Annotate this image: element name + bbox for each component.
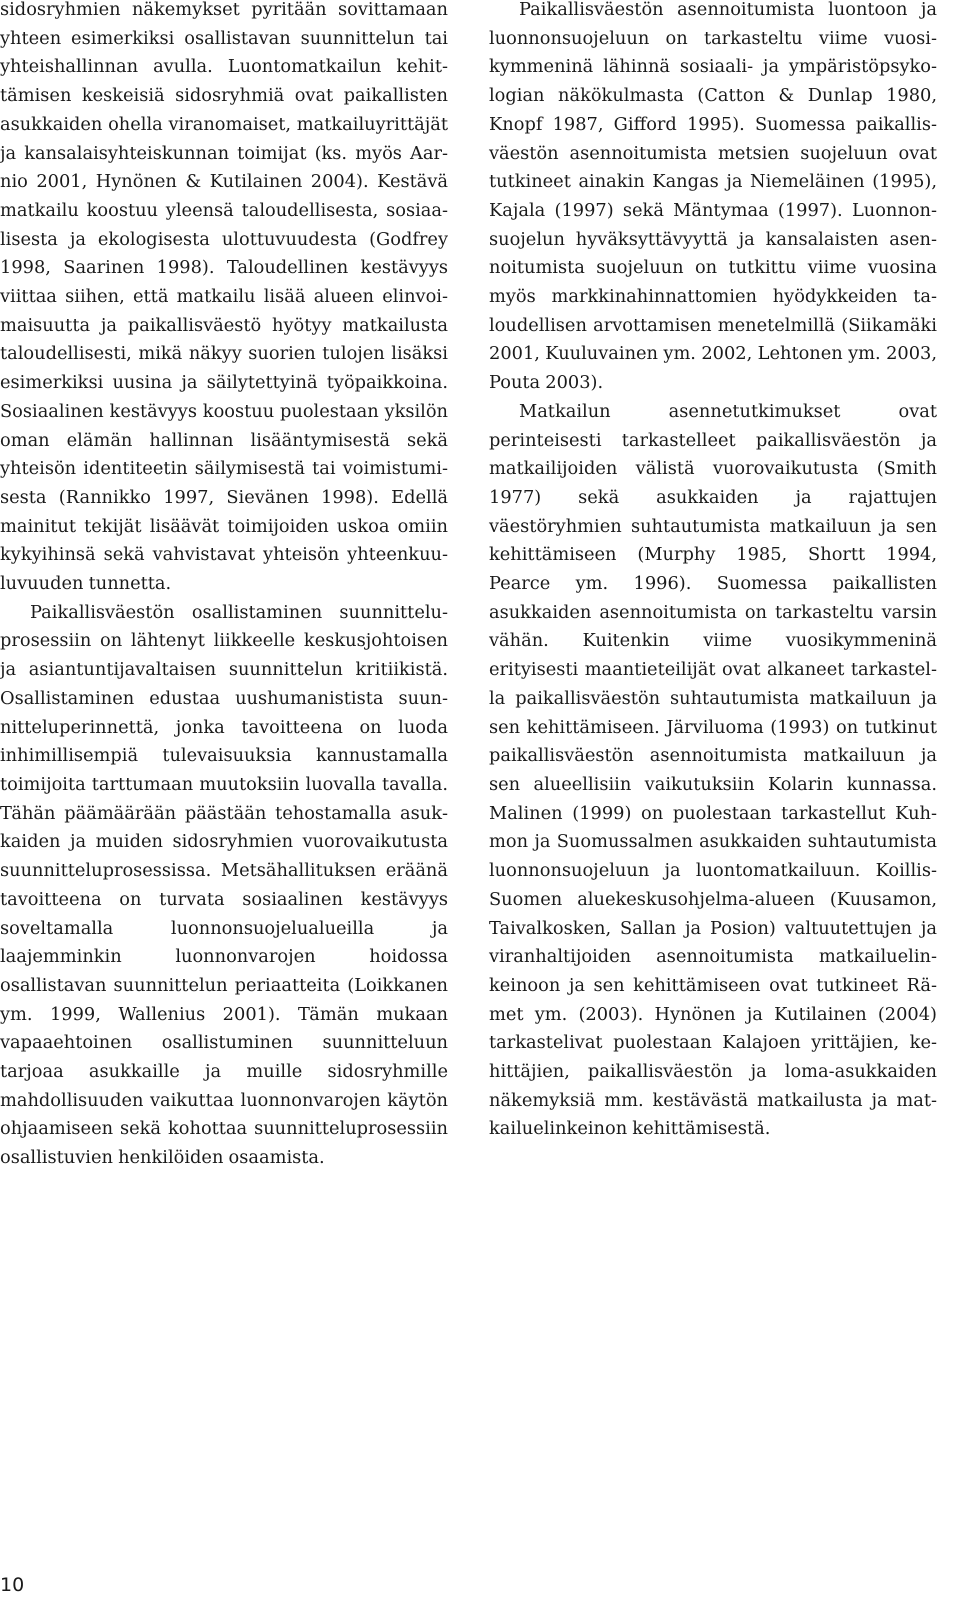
page-number: 10	[0, 1574, 25, 1596]
paragraph: sidosryhmien näkemykset pyritään sovittamaan yhteen esimerkiksi osallistavan suunnittelun tai yhteishallinnan avulla. Luontomatkailun kehittämisen keskeisiä sidosryhmiä ovat paikallisten asukkaiden ohella viranomaiset, matkailuyrittäjät ja kansalaisyhteiskunnan toimijat (ks. myös Aarnio 2001, Hynönen & Kutilainen 2004). Kestävä matkailu koostuu yleensä taloudellisesta, sosiaalisesta ja ekologisesta ulottuvuudesta (Godfrey 1998, Saarinen 1998). Taloudellinen kestävyys viittaa siihen, että matkailu lisää alueen elinvoimaisuutta ja paikallisväestö hyötyy matkailusta taloudellisesti, mikä näkyy suorien tulojen lisäksi esimerkiksi uusina ja säilytettyinä työpaikkoina. Sosiaalinen kestävyys koostuu puolestaan yksilön oman elämän hallinnan lisääntymisestä sekä yhteisön identiteetin säilymisestä tai voimistumisesta (Rannikko 1997, Sievänen 1998). Edellä mainitut tekijät lisäävät toimijoiden uskoa omiin kykyihinsä sekä vahvistavat yhteisön yhteenkuuluvuuden tunnetta.	[0, 0, 448, 595]
left-text-column	[0, 0, 448, 1173]
right-text-column	[489, 0, 937, 1144]
paragraph: Matkailun asennetutkimukset ovat perinteisesti tarkastelleet paikallisväestön ja matkailijoiden välistä vuorovaikutusta (Smith 1977) sekä asukkaiden ja rajattujen väestöryhmien suhtautumista matkailuun ja sen kehittämiseen (Murphy 1985, Shortt 1994, Pearce ym. 1996). Suomessa paikallisten asukkaiden asennoitumista on tarkasteltu varsin vähän. Kuitenkin viime vuosikymmeninä erityisesti maantieteilijät ovat alkaneet tarkastella paikallisväestön suhtautumista matkailuun ja sen kehittämiseen. Järviluoma (1993) on tutkinut paikallisväestön asennoitumista matkailuun ja sen alueellisiin vaikutuksiin Kolarin kunnassa. Malinen (1999) on puolestaan tarkastellut Kuhmon ja Suomussalmen asukkaiden suhtautumista luonnonsuojeluun ja luontomatkailuun. Koillis-Suomen aluekeskusohjelma-alueen (Kuusamon, Taivalkosken, Sallan ja Posion) valtuutettujen ja viranhaltijoiden asennoitumista matkailuelinkeinoon ja sen kehittämiseen ovat tutkineet Rämet ym. (2003). Hynönen ja Kutilainen (2004) tarkastelivat puolestaan Kalajoen yrittäjien, kehittäjien, paikallisväestön ja loma-asukkaiden näkemyksiä mm. kestävästä matkailusta ja matkailuelinkeinon kehittämisestä.	[489, 400, 937, 1140]
paragraph: Paikallisväestön asennoitumista luontoon ja luonnonsuojeluun on tarkasteltu viime vuosikymmeninä lähinnä sosiaali- ja ympäristöpsykologian näkökulmasta (Catton & Dunlap 1980, Knopf 1987, Gifford 1995). Suomessa paikallisväestön asennoitumista metsien suojeluun ovat tutkineet ainakin Kangas ja Niemeläinen (1995), Kajala (1997) sekä Mäntymaa (1997). Luonnonsuojelun hyväksyttävyyttä ja kansalaisten asennoitumista suojeluun on tutkittu viime vuosina myös markkinahinnattomien hyödykkeiden taloudellisen arvottamisen menetelmillä (Siikamäki 2001, Kuuluvainen ym. 2002, Lehtonen ym. 2003, Pouta 2003).	[489, 0, 937, 394]
paragraph: Paikallisväestön osallistaminen suunnitteluprosessiin on lähtenyt liikkeelle keskusjohtoisen ja asiantuntijavaltaisen suunnittelun kritiikistä. Osallistaminen edustaa uushumanistista suunnitteluperinnettä, jonka tavoitteena on luoda inhimillisempiä tulevaisuuksia kannustamalla toimijoita tarttumaan muutoksiin luovalla tavalla. Tähän päämäärään päästään tehostamalla asukkaiden ja muiden sidosryhmien vuorovaikutusta suunnitteluprosessissa. Metsähallituksen eräänä tavoitteena on turvata sosiaalinen kestävyys soveltamalla luonnonsuojelualueilla ja laajemminkin luonnonvarojen hoidossa osallistavan suunnittelun periaatteita (Loikkanen ym. 1999, Wallenius 2001). Tämän mukaan vapaaehtoinen osallistuminen suunnitteluun tarjoaa asukkaille ja muille sidosryhmille mahdollisuuden vaikuttaa luonnonvarojen käytön ohjaamiseen sekä kohottaa suunnitteluprosessiin osallistuvien henkilöiden osaamista.	[0, 601, 448, 1169]
